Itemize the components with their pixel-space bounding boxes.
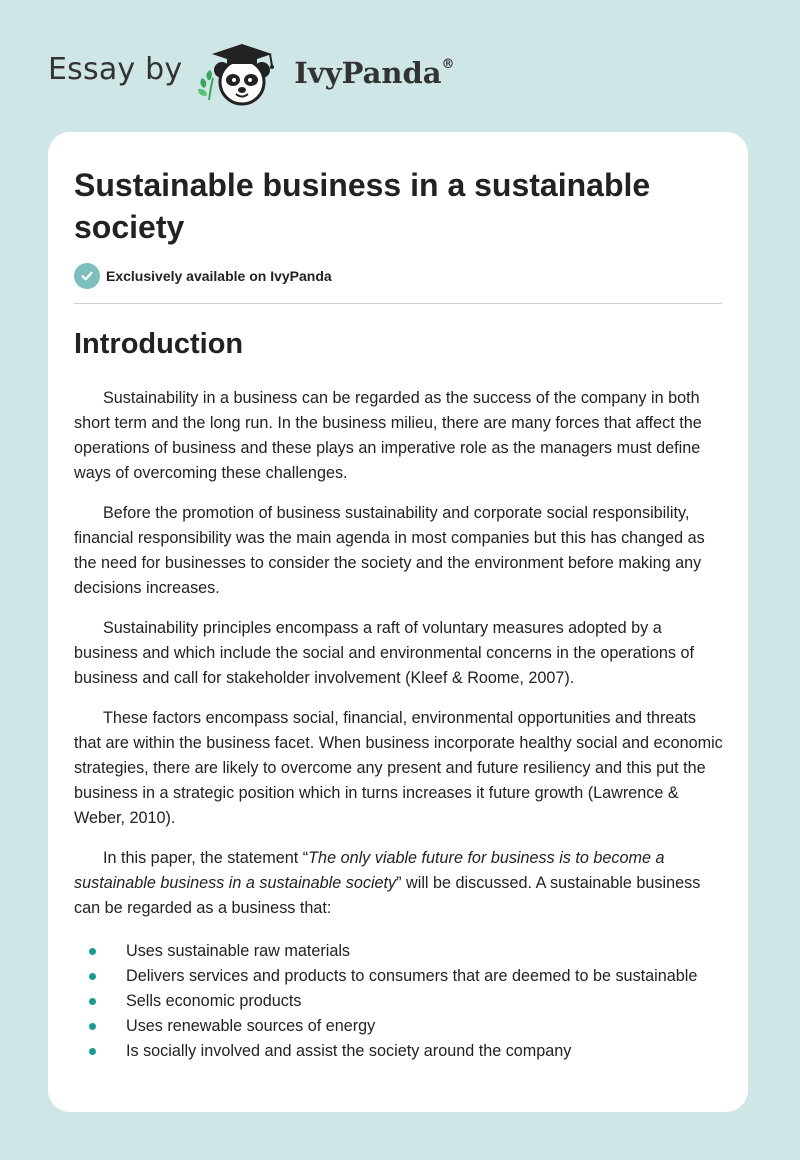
bullet-icon (89, 948, 96, 955)
essay-by-label: Essay by (48, 51, 183, 87)
paragraph: Sustainability in a business can be regarded as the success of the company in both short term and the long run. In the business milieu, there are many forces that affect the operations of business and these plays an imperative role as the managers must define ways of overcoming these challenges. (74, 389, 702, 482)
check-icon (74, 263, 100, 289)
list-item (74, 939, 724, 964)
list-item (74, 964, 724, 989)
paragraph-text: In this paper, the statement “ (103, 849, 309, 867)
list-item-text: Is socially involved and assist the society around the company (126, 1042, 572, 1060)
brand-name[interactable]: IvyPanda® (294, 56, 455, 90)
article-body (74, 386, 724, 1064)
list-item (74, 989, 724, 1014)
section-heading: Introduction (74, 328, 244, 360)
bullet-icon (89, 1023, 96, 1030)
site-header (48, 36, 748, 108)
paragraph: These factors encompass social, financial, environmental opportunities and threats that are within the business facet. When business incorporate healthy social and economic strategies, there are likely to overcome any present and future resiliency and this put the business in a strategic position which in turns increases it future growth (Lawrence & Weber, 2010). (74, 709, 723, 827)
paragraph (74, 846, 724, 921)
panda-graduate-icon (194, 36, 290, 108)
bullet-icon (89, 1048, 96, 1055)
list-item-text: Uses renewable sources of energy (126, 1017, 376, 1035)
bullet-icon (89, 998, 96, 1005)
list-item (74, 1014, 724, 1039)
bullet-icon (89, 973, 96, 980)
quoted-statement: The only viable future for business is to become a sustainable business in a sustainable society (74, 849, 665, 892)
list-item-text: Sells economic products (126, 992, 302, 1010)
divider (74, 303, 722, 304)
paragraph: Sustainability principles encompass a raft of voluntary measures adopted by a business and which include the social and environmental concerns in the operations of business and call for stakeholder involvement (Kleef & Roome, 2007). (74, 619, 695, 687)
exclusive-badge (74, 263, 332, 289)
list-item-text: Delivers services and products to consumers that are deemed to be sustainable (126, 967, 698, 985)
paragraph-text: ” will be discussed. A sustainable business can be regarded as a business that: (74, 874, 701, 917)
registered-mark: ® (441, 57, 455, 73)
paragraph: Before the promotion of business sustainability and corporate social responsibility, financial responsibility was the main agenda in most companies but this has changed as the need for businesses to consider the society and the environment before making any decisions increases. (74, 504, 705, 597)
essay-card (48, 132, 748, 1112)
list-item-text: Uses sustainable raw materials (126, 942, 351, 960)
page-title: Sustainable business in a sustainable society (74, 167, 651, 245)
list-item (74, 1039, 724, 1064)
badge-text: Exclusively available on IvyPanda (106, 268, 332, 284)
bullet-list (74, 939, 724, 1064)
